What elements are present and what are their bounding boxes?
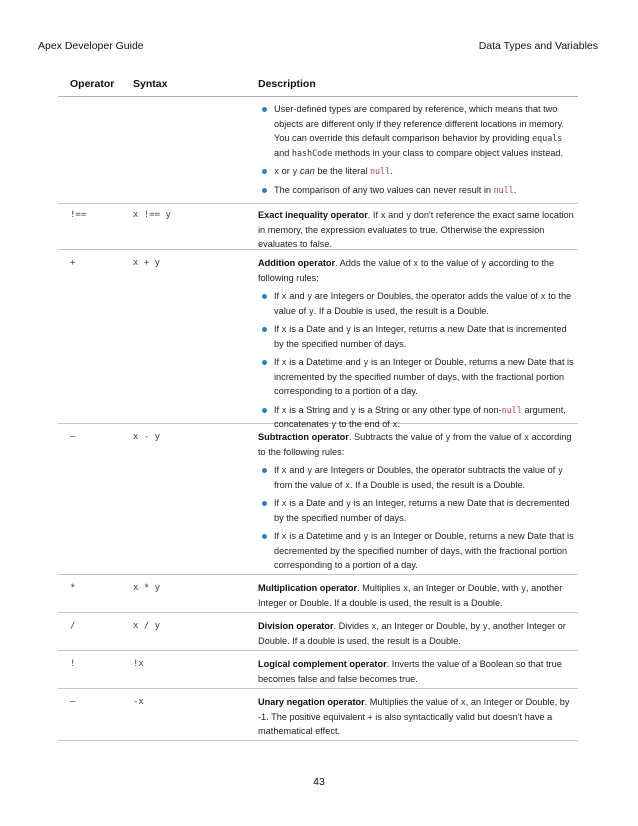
- table-row: [58, 581, 578, 613]
- bullet-item: The comparison of any two values can never result in null.: [258, 183, 574, 198]
- table-row: [58, 695, 578, 741]
- bullet-item: If x and y are Integers or Doubles, the operator adds the value of x to the value of y. If a Double is used, the result is a Double.: [258, 289, 574, 318]
- operator-cell: +: [70, 258, 76, 268]
- description-cell: Exact inequality operator. If x and y don't reference the exact same location in memory, the expression evaluates to true. Otherwise the expression evaluates to false.: [258, 210, 574, 249]
- description-cell: Addition operator. Adds the value of x to the value of y according to the following rules: If x and y are Integers or Doubles, the operator adds the value of x to the value of y. If a Double is used, the result is a Double. If x is a Date and y is an Integer, returns a new Date that is incremented by the specified number of days. If x is a Datetime and y is an Integer or Double, returns a new Date that is incremented by the specified number of days, with the fractional portion corresponding to a portion of a day. If x is a String and y is a String or any other type of non-null argument, concatenates y to the end of x.: [258, 256, 574, 436]
- bullet-item: User-defined types are compared by reference, which means that two objects are different only if they reference different locations in memory. You can override this default comparison behavior by providing equals and hashCode methods in your class to compare object values instead.: [258, 102, 574, 160]
- operator-cell: !==: [70, 210, 87, 220]
- table-row: [58, 430, 578, 575]
- operator-cell: *: [70, 583, 76, 593]
- column-header-operator: Operator: [70, 78, 115, 90]
- syntax-cell: x !== y: [133, 210, 171, 220]
- bullet-item: x or y can be the literal null.: [258, 164, 574, 179]
- syntax-cell: x / y: [133, 621, 161, 631]
- table-row: [58, 657, 578, 689]
- column-header-description: Description: [258, 78, 316, 90]
- bullet-item: If x is a Date and y is an Integer, returns a new Date that is incremented by the specified number of days.: [258, 322, 574, 351]
- page-number: 43: [313, 776, 325, 788]
- syntax-cell: x - y: [133, 432, 161, 442]
- syntax-cell: !x: [133, 659, 144, 669]
- column-header-syntax: Syntax: [133, 78, 168, 90]
- description-cell: Subtraction operator. Subtracts the value of y from the value of x according to the following rules: If x and y are Integers or Doubles, the operator subtracts the value of y from the value of x. If a Double is used, the result is a Double. If x is a Date and y is an Integer, returns a new Date that is decremented by the specified number of days. If x is a Datetime and y is an Integer or Double, returns a new Date that is decremented by the specified number of days, with the fractional portion corresponding to a portion of a day.: [258, 430, 574, 577]
- header-divider: [58, 96, 578, 97]
- running-header-left: Apex Developer Guide: [38, 40, 144, 52]
- table-row: [58, 619, 578, 651]
- description-cell: Multiplication operator. Multiplies x, an Integer or Double, with y, another Integer or Double. If a double is used, the result is a Double.: [258, 583, 563, 608]
- syntax-cell: x * y: [133, 583, 161, 593]
- bullet-item: If x is a Date and y is an Integer, returns a new Date that is decremented by the specified number of days.: [258, 496, 574, 525]
- description-cell: Unary negation operator. Multiplies the value of x, an Integer or Double, by -1. The positive equivalent + is also syntactically valid but doesn't have a mathematical effect.: [258, 697, 570, 736]
- bullet-item: If x is a String and y is a String or any other type of non-null argument, concatenates y to the end of x.: [258, 403, 574, 432]
- operator-cell: –: [70, 697, 76, 707]
- description-cell: Logical complement operator. Inverts the value of a Boolean so that true becomes false and false becomes true.: [258, 659, 562, 684]
- running-header-right: Data Types and Variables: [478, 40, 598, 52]
- table-row: [58, 256, 578, 429]
- operator-cell: –: [70, 432, 76, 442]
- syntax-cell: x + y: [133, 258, 161, 268]
- bullet-item: If x is a Datetime and y is an Integer or Double, returns a new Date that is decremented by the specified number of days, with the fractional portion corresponding to a portion of a day.: [258, 529, 574, 573]
- operator-cell: /: [70, 621, 76, 631]
- bullet-item: If x and y are Integers or Doubles, the operator subtracts the value of y from the value of x. If a Double is used, the result is a Double.: [258, 463, 574, 492]
- operator-cell: !: [70, 659, 76, 669]
- description-cell: [258, 102, 574, 201]
- description-cell: Division operator. Divides x, an Integer or Double, by y, another Integer or Double. If a double is used, the result is a Double.: [258, 621, 566, 646]
- bullet-item: If x is a Datetime and y is an Integer or Double, returns a new Date that is incremented by the specified number of days, with the fractional portion corresponding to a portion of a day.: [258, 355, 574, 399]
- table-row: [58, 208, 578, 250]
- table-row-continued: [58, 102, 578, 204]
- syntax-cell: -x: [133, 697, 144, 707]
